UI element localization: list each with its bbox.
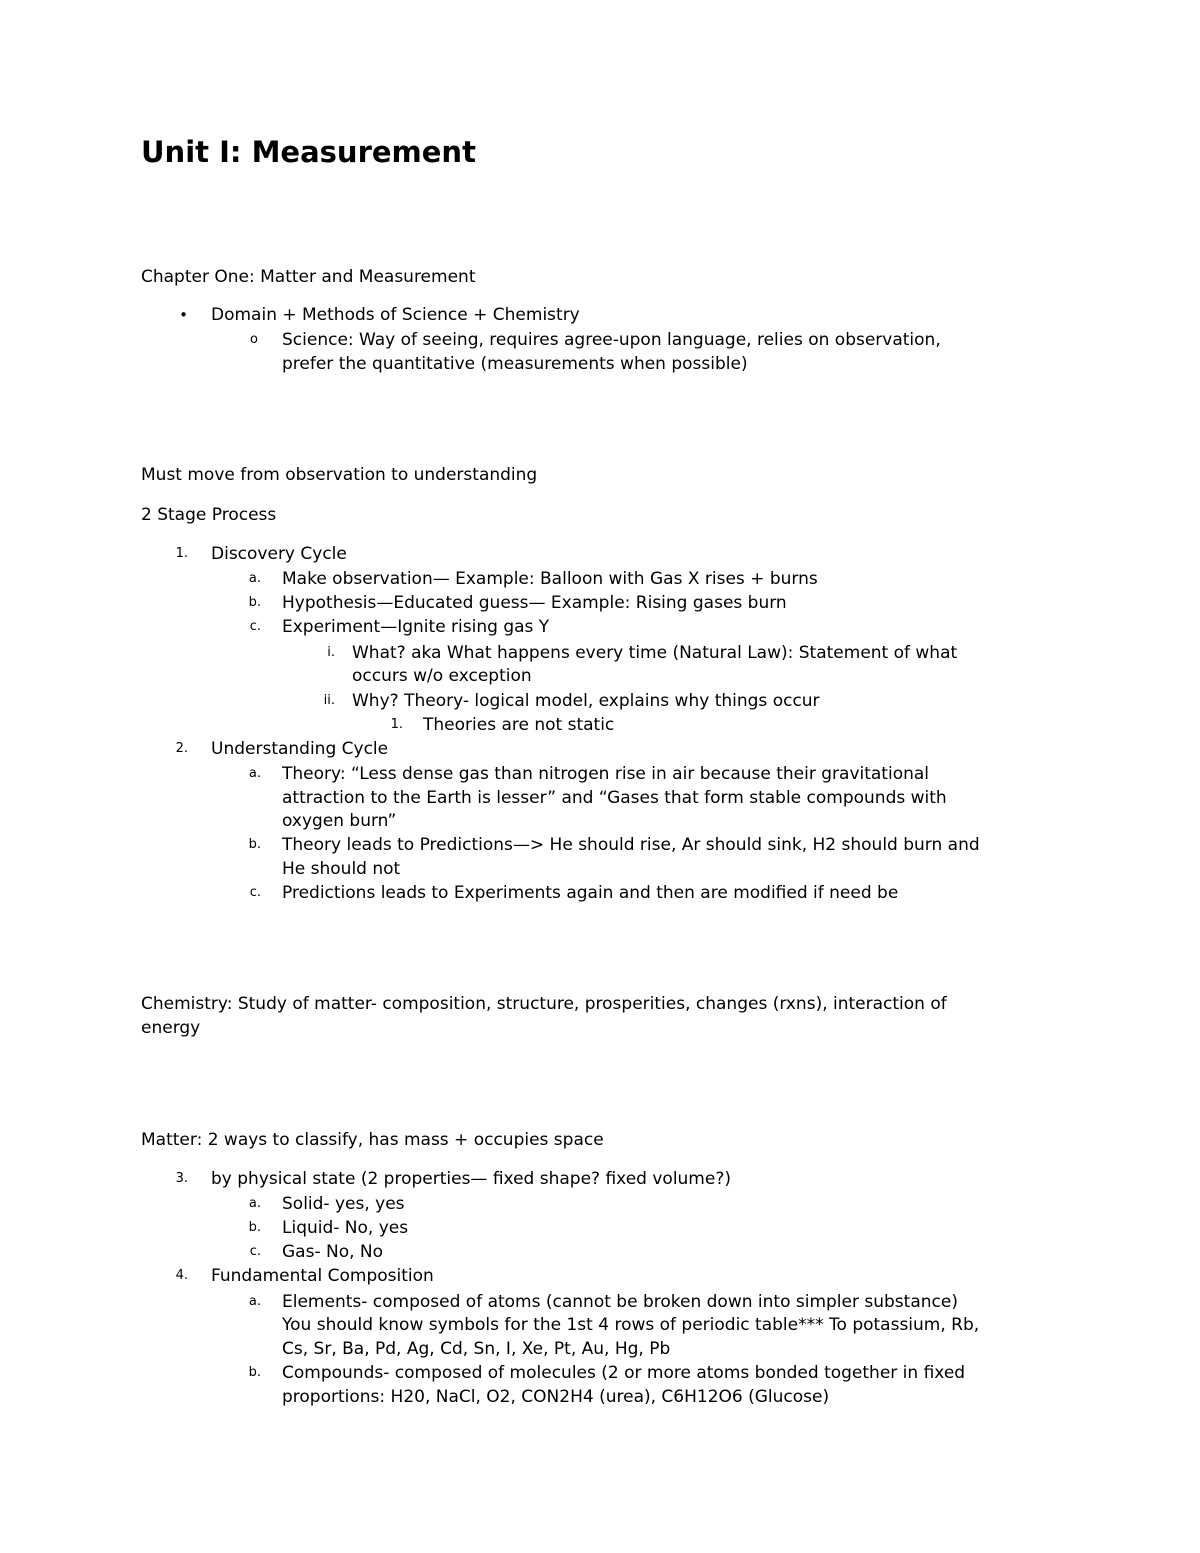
list-marker: a.: [248, 571, 261, 586]
list-item-line: oxygen burn”: [282, 811, 397, 831]
list-marker: b.: [248, 1220, 261, 1235]
list-item: Solid- yes, yes: [282, 1194, 405, 1214]
list-marker: a.: [248, 1196, 261, 1211]
sub-bullet-marker: o: [250, 332, 258, 347]
document-title: Unit I: Measurement: [141, 135, 476, 169]
list-item: Liquid- No, yes: [282, 1218, 409, 1238]
list-marker: 1.: [390, 717, 403, 732]
bullet-marker: •: [179, 306, 188, 324]
sub-bullet-line: prefer the quantitative (measurements when possible): [282, 354, 748, 374]
bullet-item-text: Domain + Methods of Science + Chemistry: [211, 305, 580, 325]
list-item-line: You should know symbols for the 1st 4 rows of periodic table*** To potassium, Rb,: [282, 1315, 980, 1335]
list-item-line: He should not: [282, 859, 401, 879]
list-item: Hypothesis—Educated guess— Example: Rising gases burn: [282, 593, 787, 613]
list-marker: c.: [249, 619, 261, 634]
list-item: Experiment—Ignite rising gas Y: [282, 617, 550, 637]
list-marker: b.: [248, 837, 261, 852]
list-marker: b.: [248, 1365, 261, 1380]
list-item-line: Theory: “Less dense gas than nitrogen rise in air because their gravitational: [282, 764, 930, 784]
paragraph-matter: Matter: 2 ways to classify, has mass + occupies space: [141, 1130, 604, 1150]
list-item-line: proportions: H20, NaCl, O2, CON2H4 (urea), C6H12O6 (Glucose): [282, 1387, 830, 1407]
list-item: Predictions leads to Experiments again and then are modified if need be: [282, 883, 899, 903]
list-item: Why? Theory- logical model, explains why things occur: [352, 691, 820, 711]
paragraph-observation: Must move from observation to understanding: [141, 465, 538, 485]
paragraph-stage-process: 2 Stage Process: [141, 505, 277, 525]
paragraph-chemistry-line: Chemistry: Study of matter- composition, structure, prosperities, changes (rxns), interaction of: [141, 994, 947, 1014]
list-item-line: Cs, Sr, Ba, Pd, Ag, Cd, Sn, I, Xe, Pt, Au, Hg, Pb: [282, 1339, 671, 1359]
list-marker: c.: [249, 1244, 261, 1259]
list-item-fundamental-composition: Fundamental Composition: [211, 1266, 434, 1286]
list-item-line: What? aka What happens every time (Natural Law): Statement of what: [352, 643, 958, 663]
list-item-line: Elements- composed of atoms (cannot be broken down into simpler substance): [282, 1292, 958, 1312]
list-item: Make observation— Example: Balloon with Gas X rises + burns: [282, 569, 818, 589]
list-item-understanding-cycle: Understanding Cycle: [211, 739, 389, 759]
list-marker: b.: [248, 595, 261, 610]
list-item: Theories are not static: [423, 715, 615, 735]
list-marker: c.: [249, 885, 261, 900]
list-item-line: occurs w/o exception: [352, 666, 532, 686]
paragraph-chemistry-line: energy: [141, 1018, 201, 1038]
list-marker: 4.: [175, 1268, 188, 1283]
list-item-discovery-cycle: Discovery Cycle: [211, 544, 347, 564]
list-marker: 3.: [175, 1171, 188, 1186]
chapter-heading: Chapter One: Matter and Measurement: [141, 267, 476, 287]
list-item-line: attraction to the Earth is lesser” and “Gases that form stable compounds with: [282, 788, 947, 808]
list-marker: a.: [248, 1294, 261, 1309]
list-marker: ii.: [323, 693, 335, 708]
list-marker: 1.: [175, 546, 188, 561]
list-marker: 2.: [175, 741, 188, 756]
sub-bullet-line: Science: Way of seeing, requires agree-upon language, relies on observation,: [282, 330, 941, 350]
list-item-line: Theory leads to Predictions—> He should rise, Ar should sink, H2 should burn and: [282, 835, 980, 855]
list-item-physical-state: by physical state (2 properties— fixed shape? fixed volume?): [211, 1169, 731, 1189]
list-marker: i.: [327, 645, 335, 660]
list-item-line: Compounds- composed of molecules (2 or more atoms bonded together in fixed: [282, 1363, 966, 1383]
list-item: Gas- No, No: [282, 1242, 384, 1262]
list-marker: a.: [248, 766, 261, 781]
